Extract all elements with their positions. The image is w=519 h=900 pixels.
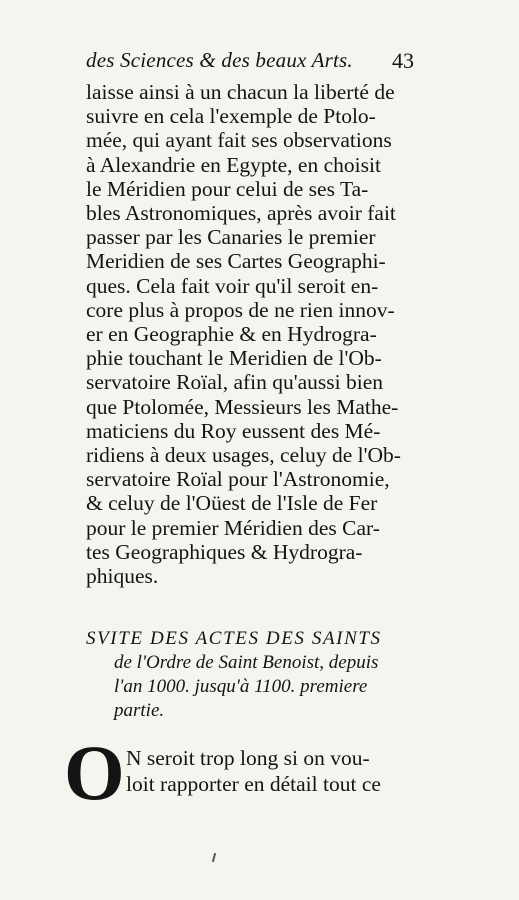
new-paragraph [64, 729, 434, 816]
text-line: loit rapporter en détail tout ce [126, 772, 381, 796]
text-line: maticiens du Roy eussent des Mé- [86, 418, 381, 443]
page-number: 43 [392, 48, 414, 73]
section-heading [86, 627, 431, 723]
text-line: Meridien de ses Cartes Geographi- [86, 249, 386, 274]
text-line: à Alexandrie en Egypte, en choisit [86, 152, 381, 177]
text-line: N seroit trop long si on vou- [126, 746, 370, 770]
heading-line: l'an 1000. jusqu'à 1100. premiere [114, 676, 368, 697]
heading-line: de l'Ordre de Saint Benoist, depuis [114, 652, 379, 673]
text-line: er en Geographie & en Hydrogra- [86, 322, 377, 347]
text-line: passer par les Canaries le premier [86, 225, 376, 250]
heading-line: partie. [114, 700, 165, 721]
running-head: des Sciences & des beaux Arts. [86, 48, 353, 72]
text-line: pour le premier Méridien des Car- [86, 515, 380, 540]
text-line: core plus à propos de ne rien innov- [86, 297, 395, 322]
text-line: servatoire Roïal pour l'Astronomie, [86, 467, 390, 492]
text-line: laisse ainsi à un chacun la liberté de [86, 80, 395, 104]
heading-title: SVITE DES ACTES DES SAINTS [86, 628, 382, 649]
text-line: servatoire Roïal, afin qu'aussi bien [86, 370, 384, 395]
text-line: tes Geographiques & Hydrogra- [86, 539, 363, 564]
text-line: phiques. [86, 564, 159, 589]
text-line: le Méridien pour celui de ses Ta- [86, 176, 369, 201]
text-line: mée, qui ayant fait ses observations [86, 128, 392, 153]
text-line: & celuy de l'Oüest de l'Isle de Fer [86, 491, 378, 516]
drop-cap: O [64, 729, 125, 816]
text-line: que Ptolomée, Messieurs les Mathe- [86, 394, 399, 419]
text-line: phie touchant le Meridien de l'Ob- [86, 346, 382, 371]
text-line: ques. Cela fait voir qu'il seroit en- [86, 273, 379, 298]
body-paragraph [86, 80, 431, 588]
ink-mark [212, 853, 216, 862]
text-line: suivre en cela l'exemple de Ptolo- [86, 104, 376, 129]
text-line: ridiens à deux usages, celuy de l'Ob- [86, 443, 401, 468]
text-line: bles Astronomiques, après avoir fait [86, 201, 396, 226]
